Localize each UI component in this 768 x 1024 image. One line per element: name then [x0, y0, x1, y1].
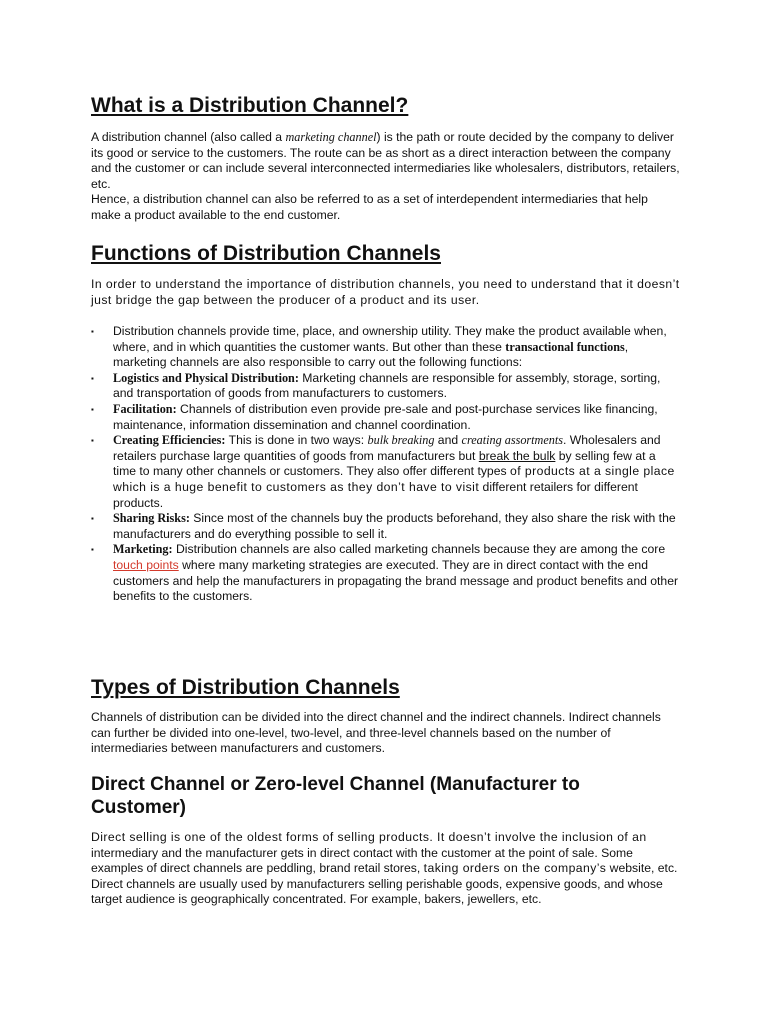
text-run: taking orders on the company’s [423, 861, 607, 876]
heading-functions-of-distribution-channels: Functions of Distribution Channels [91, 242, 441, 265]
text-run: Marketing channels are responsible for assembly, storage, sorting, and transportation of goods from manufacturers to customers. [113, 370, 661, 401]
list-item [91, 433, 681, 511]
text-run: This is done in two ways: [225, 433, 368, 448]
what-is-paragraph-2: Hence, a distribution channel can also be referred to as a set of interdependent intermediaries that help make a product available to the end customer. [91, 192, 648, 222]
break-the-bulk-underlined: break the bulk [478, 448, 556, 463]
text-run: A distribution channel (also called a [91, 130, 286, 144]
list-item [91, 371, 681, 402]
text-run: where many marketing strategies are executed. They are in direct contact with the end customers and help the manufacturers in propagating the brand message and product benefits and other benefits to the customers. [113, 557, 679, 604]
text-run: of products at a single place which is a huge benefit to customers as they don’t have to visit [113, 464, 675, 494]
types-paragraph: Channels of distribution can be divided into the direct channel and the indirect channels. Indirect channels can further be divided into one-level, two-level, and three-level channels based on the number of intermediaries between manufacturers and customers. [91, 710, 661, 756]
what-is-body [91, 130, 681, 224]
bullet-icon: ▪ [91, 404, 94, 414]
text-run: Distribution channels provide time, place, and ownership utility. They make the product available when, where, and in which quantities the customer wants. But other than these [113, 324, 667, 354]
touch-points-link[interactable]: touch points [113, 557, 179, 572]
text-run: and [434, 433, 462, 448]
text-run: website, etc. Direct channels are usually used by manufacturers selling perishable goods, expensive goods, and whose target audience is geographically concentrated. For example, bakers, jewellers, etc. [91, 861, 678, 907]
text-run: Channels of distribution even provide pre-sale and post-purchase services like financing, maintenance, information dissemination and channel coordination. [113, 401, 658, 432]
text-run: , marketing channels are also responsible to carry out the following functions: [113, 339, 629, 370]
text-run: Since most of the channels buy the products beforehand, they also share the risk with the manufacturers and do everything possible to sell it. [113, 511, 676, 541]
bullet-icon: ▪ [91, 327, 94, 336]
list-item [91, 511, 681, 542]
direct-channel-paragraph [91, 830, 681, 908]
text-run: intermediary and the manufacturer gets in direct contact with the customer at the point of sale. Some examples of direct channels are peddling, brand retail stores, [91, 845, 633, 876]
bullet-icon: ▪ [91, 514, 94, 524]
list-item [91, 402, 681, 433]
sharing-risks-term: Sharing Risks: [113, 511, 190, 526]
list-item [91, 542, 681, 604]
heading-direct-channel: Direct Channel or Zero-level Channel (Manufacturer to Customer) [91, 774, 580, 818]
text-run: Distribution channels are also called marketing channels because they are among the core [172, 542, 666, 557]
bullet-icon: ▪ [91, 436, 94, 446]
functions-bullet-list [91, 324, 681, 605]
text-run: Direct selling is one of the oldest forms of selling products. It doesn’t involve the inclusion of an [91, 830, 647, 844]
creating-efficiencies-term: Creating Efficiencies: [113, 433, 226, 448]
functions-intro-paragraph: In order to understand the importance of distribution channels, you need to understand that it doesn’t just bridge the gap between the producer of a product and its user. [91, 277, 680, 307]
creating-assortments-term: creating assortments [461, 433, 563, 448]
logistics-term: Logistics and Physical Distribution: [113, 370, 299, 385]
heading-what-is-distribution-channel: What is a Distribution Channel? [91, 94, 409, 117]
bullet-icon: ▪ [91, 373, 94, 383]
text-run: different retailers for different products. [113, 479, 638, 510]
transactional-functions-term: transactional functions [505, 339, 625, 354]
heading-types-of-distribution-channels: Types of Distribution Channels [91, 676, 400, 699]
marketing-term: Marketing: [113, 542, 173, 557]
text-run: . Wholesalers and retailers purchase large quantities of goods from manufacturers but [113, 433, 661, 463]
what-is-paragraph-1 [91, 130, 681, 192]
marketing-channel-term: marketing channel [285, 130, 377, 144]
list-item [91, 324, 681, 371]
text-run: ) is the path or route decided by the company to deliver its good or service to the customers. The route can be as short as a direct interaction between the company and the customer or can include several interconnected intermediaries like wholesalers, distributors, retailers, etc. [91, 130, 680, 191]
facilitation-term: Facilitation: [113, 401, 177, 416]
bullet-icon: ▪ [91, 545, 94, 555]
text-run: by selling few at a time to many other channels or customers. They also offer different types [113, 448, 656, 479]
bulk-breaking-term: bulk breaking [367, 433, 435, 448]
